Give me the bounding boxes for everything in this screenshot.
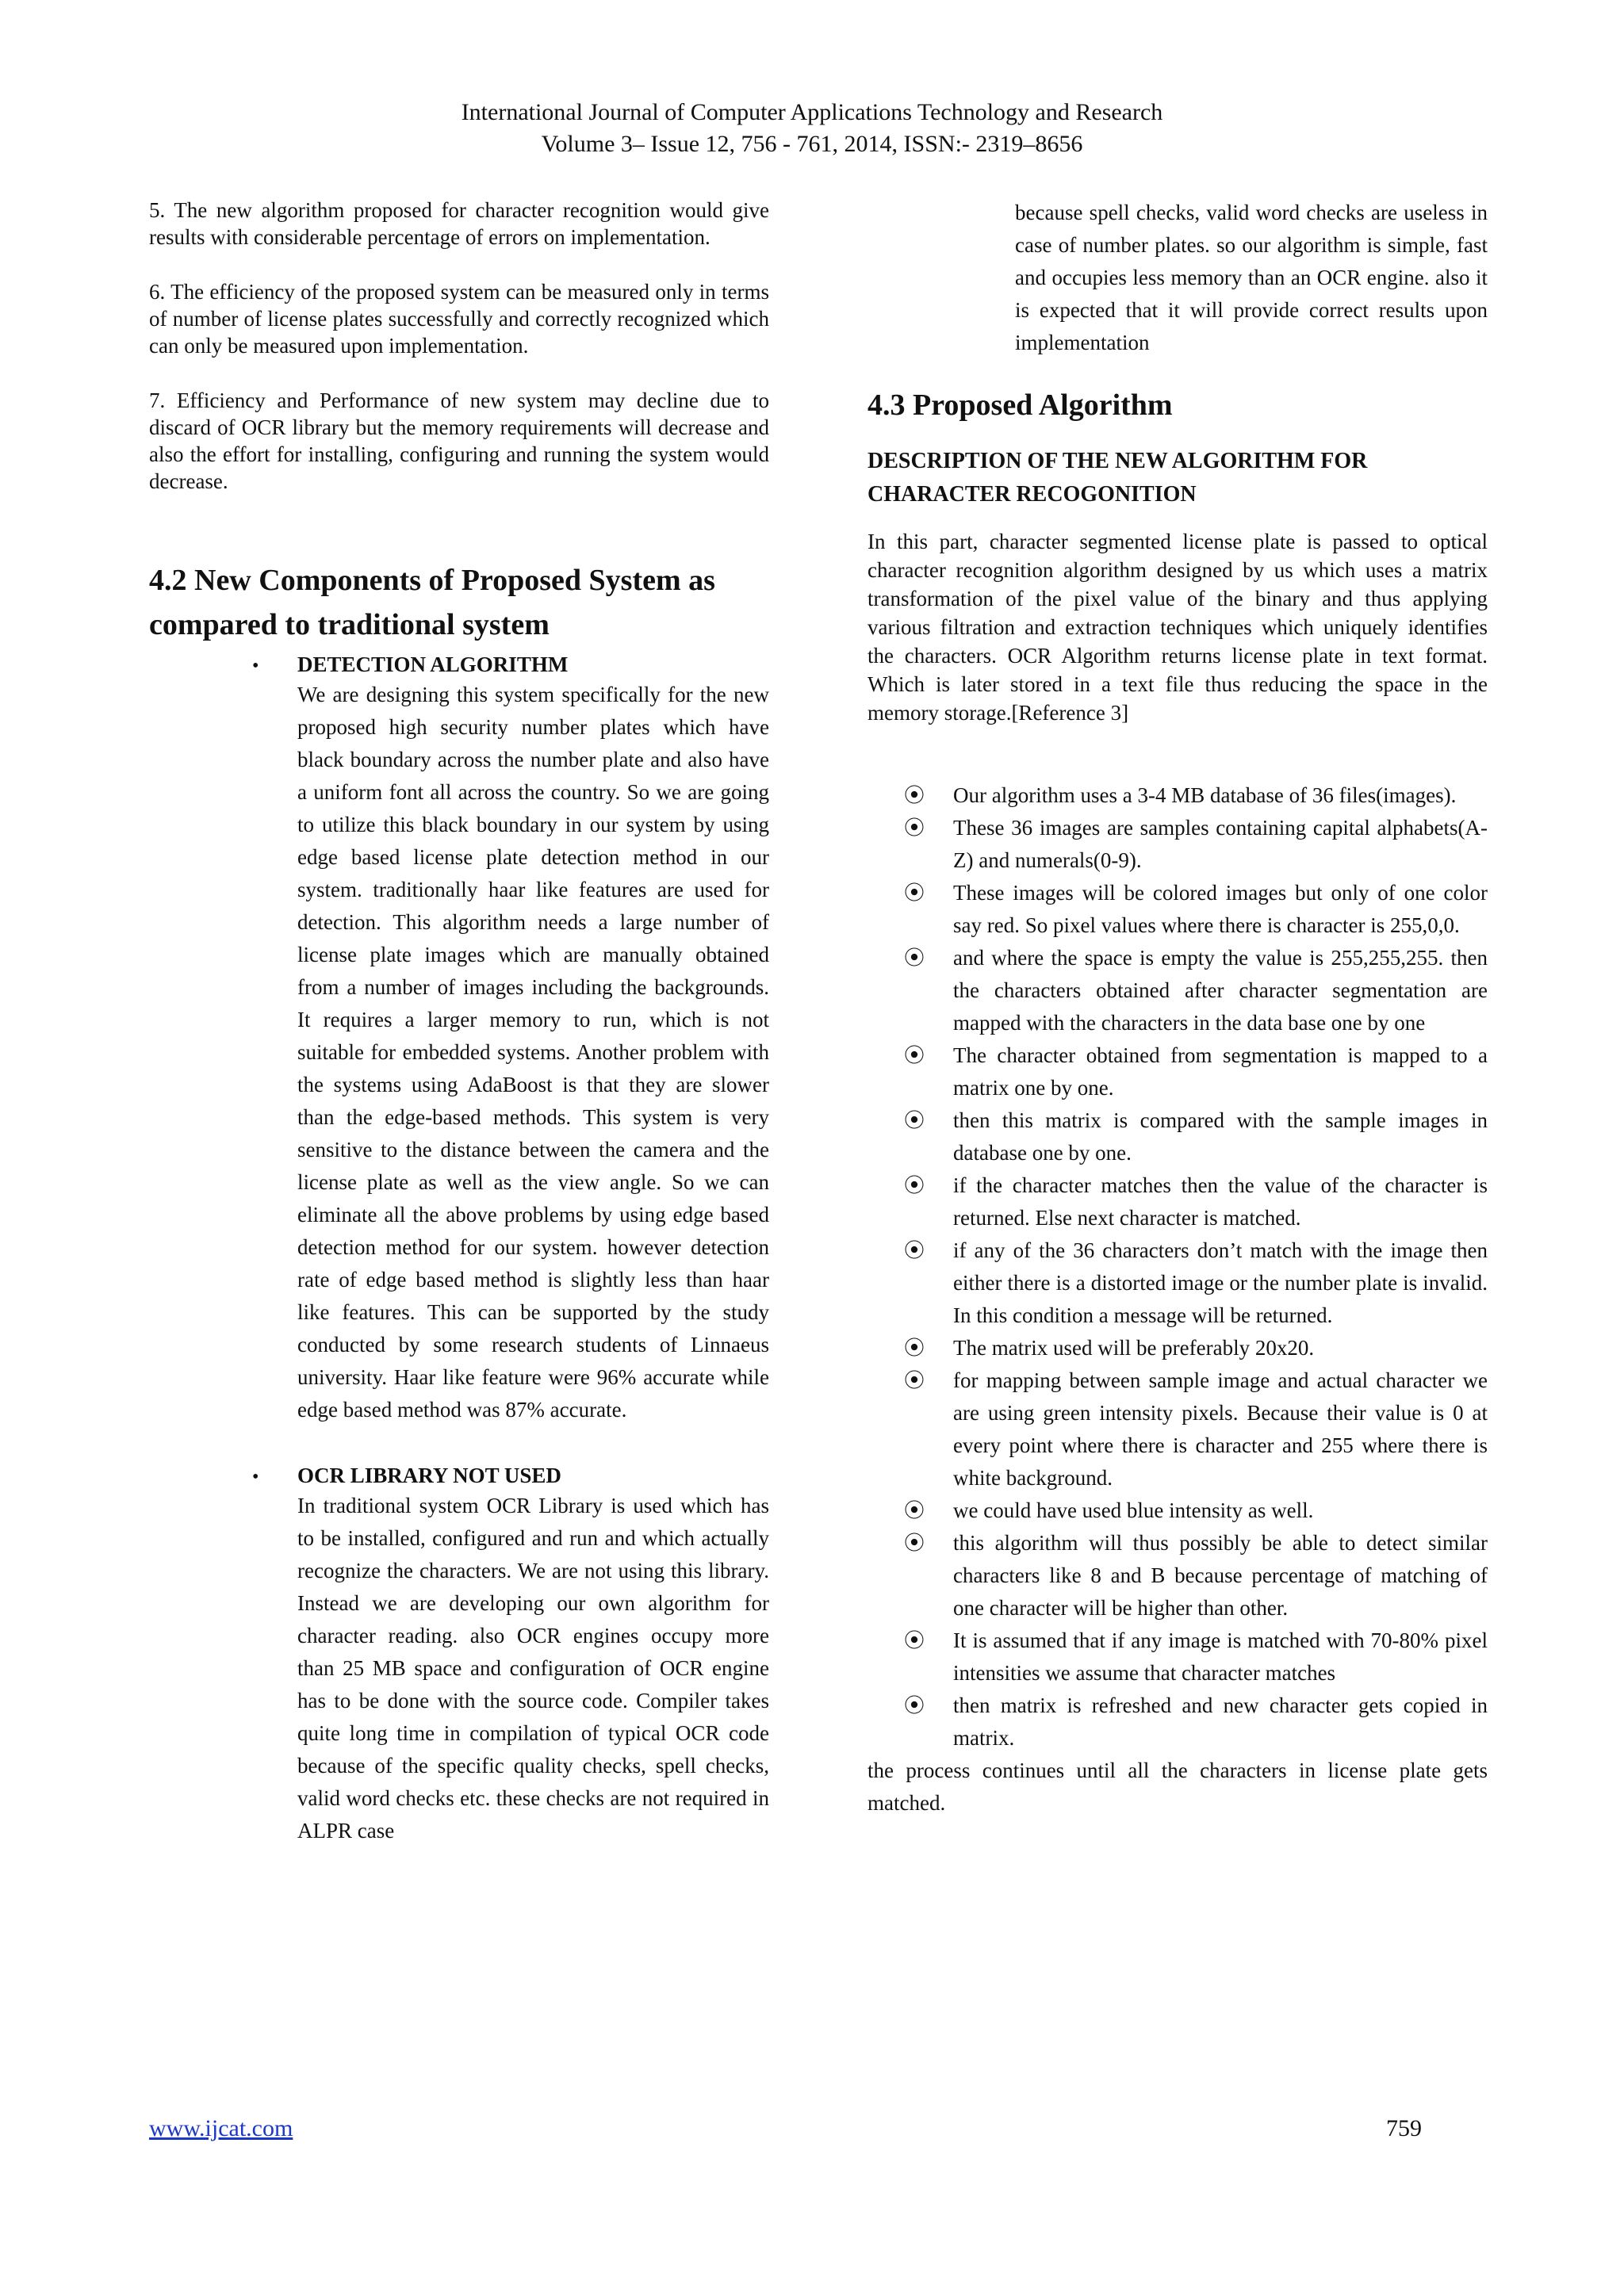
circle-bullet-icon: ⦿ [904,784,925,807]
algorithm-step-text: It is assumed that if any image is matched with 70-80% pixel intensities we assume that character matches [953,1628,1488,1685]
algorithm-step-item [868,779,1488,812]
algorithm-intro: In this part, character segmented license plate is passed to optical character recognition algorithm designed by us which uses a matrix transformation of the pixel value of the binary and thus applying various filtration and extraction techniques which uniquely identifies the characters. OCR Algorithm returns license plate in text format. Which is later stored in a text file thus reducing the space in the memory storage.[Reference 3] [868,530,1488,725]
algorithm-step-text: These 36 images are samples containing capital alphabets(A-Z) and numerals(0-9). [953,816,1488,872]
bullet-text: In traditional system OCR Library is used which has to be installed, configured and run and which actually recognize the characters. We are not using this library. Instead we are developing our own algorithm for character reading. also OCR engines occupy more than 25 MB space and configuration of OCR engine has to be done with the source code. Compiler takes quite long time in compilation of typical OCR code because of the specific quality checks, spell checks, valid word checks etc. these checks are not required in ALPR case [297,1494,769,1843]
journal-website-link[interactable]: www.ijcat.com [149,2115,293,2141]
algorithm-step-item [868,1364,1488,1494]
algorithm-step-item [868,1332,1488,1364]
algorithm-step-text: this algorithm will thus possibly be able to detect similar characters like 8 and B because percentage of matching of one character will be higher than other. [953,1531,1488,1620]
circle-bullet-icon: ⦿ [904,1337,925,1360]
algorithm-step-item [868,942,1488,1039]
circle-bullet-icon: ⦿ [904,947,925,970]
algorithm-step-text: we could have used blue intensity as well. [953,1498,1314,1522]
algorithm-step-text: and where the space is empty the value is 255,255,255. then the characters obtained after character segmentation are mapped with the characters in the data base one by one [953,946,1488,1035]
algorithm-step-item [868,1104,1488,1169]
circle-bullet-icon: ⦿ [904,1369,925,1392]
right-column [868,197,1488,1820]
bullet-text: We are designing this system specifically for the new proposed high security number plates which have black boundary across the number plate and also have a uniform font all across the country. So we are going to utilize this black boundary in our system by using edge based license plate detection method in our system. traditionally haar like features are used for detection. This algorithm needs a large number of license plate images which are manually obtained from a number of images including the backgrounds. It requires a larger memory to run, which is not suitable for embedded systems. Another problem with the systems using AdaBoost is that they are slower than the edge-based methods. This system is very sensitive to the distance between the camera and the license plate as well as the view angle. So we can eliminate all the above problems by using edge based detection method for our system. however detection rate of edge based method is slightly less than haar like features. This can be supported by the study conducted by some research students of Linnaeus university. Haar like feature were 96% accurate while edge based method was 87% accurate. [297,683,769,1422]
circle-bullet-icon: ⦿ [904,817,925,840]
left-column [149,197,769,1847]
circle-bullet-icon: ⦿ [904,1629,925,1652]
section-heading-4-2: 4.2 New Components of Proposed System as compared to traditional system [149,564,715,641]
circle-bullet-icon: ⦿ [904,1239,925,1262]
circle-bullet-icon: ⦿ [904,1044,925,1067]
algorithm-step-item [868,877,1488,942]
circle-bullet-icon: ⦿ [904,1694,925,1717]
algorithm-step-text: for mapping between sample image and actual character we are using green intensity pixels. Because their value is 0 at every point where there is character and 255 where there is white background. [953,1368,1488,1490]
page-number: 759 [1386,2115,1422,2141]
journal-header [0,97,1624,160]
algorithm-step-item [868,1234,1488,1332]
algorithm-step-item [868,1624,1488,1689]
algorithm-subheading: DESCRIPTION OF THE NEW ALGORITHM FOR CHARACTER RECOGONITION [868,449,1368,507]
paragraph-5: 5. The new algorithm proposed for character recognition would give results with considerable percentage of errors on implementation. [149,198,769,249]
circle-bullet-icon: ⦿ [904,1174,925,1197]
paragraph-7: 7. Efficiency and Performance of new system may decline due to discard of OCR library but the memory requirements will decrease and also the effort for installing, configuring and running the system would decrease. [149,388,769,493]
algorithm-step-item [868,812,1488,877]
algorithm-step-text: if the character matches then the value of the character is returned. Else next character is matched. [953,1173,1488,1230]
algorithm-step-item [868,1169,1488,1234]
circle-bullet-icon: ⦿ [904,1532,925,1555]
algorithm-step-text: then matrix is refreshed and new character gets copied in matrix. [953,1693,1488,1750]
algorithm-step-item [868,1689,1488,1755]
paragraph-6: 6. The efficiency of the proposed system can be measured only in terms of number of license plates successfully and correctly recognized which can only be measured upon implementation. [149,280,769,358]
section-heading-4-3: 4.3 Proposed Algorithm [868,388,1173,422]
circle-bullet-icon: ⦿ [904,882,925,905]
bullet-ocr-library [149,1461,769,1847]
circle-bullet-icon: ⦿ [904,1109,925,1132]
algorithm-step-text: These images will be colored images but only of one color say red. So pixel values where there is character is 255,0,0. [953,881,1488,937]
algorithm-step-item [868,1527,1488,1624]
bullet-dot-icon: • [252,656,259,676]
closing-paragraph: the process continues until all the characters in license plate gets matched. [868,1758,1488,1815]
algorithm-step-text: if any of the 36 characters don’t match with the image then either there is a distorted image or the number plate is invalid. In this condition a message will be returned. [953,1238,1488,1327]
algorithm-steps-list [868,779,1488,1755]
algorithm-step-text: then this matrix is compared with the sample images in database one by one. [953,1108,1488,1165]
algorithm-step-text: The character obtained from segmentation is mapped to a matrix one by one. [953,1043,1488,1100]
bullet-title: DETECTION ALGORITHM [297,652,569,676]
continuation-paragraph: because spell checks, valid word checks are useless in case of number plates. so our algorithm is simple, fast and occupies less memory than an OCR engine. also it is expected that it will provide correct results upon implementation [1015,201,1488,354]
journal-title: International Journal of Computer Applications Technology and Research [461,99,1163,125]
bullet-title: OCR LIBRARY NOT USED [297,1464,561,1487]
algorithm-step-text: Our algorithm uses a 3-4 MB database of 36 files(images). [953,783,1457,807]
bullet-dot-icon: • [252,1467,259,1487]
journal-volume: Volume 3– Issue 12, 756 - 761, 2014, ISSN:- 2319–8656 [541,131,1083,157]
algorithm-step-item [868,1494,1488,1527]
bullet-detection-algorithm [149,650,769,1426]
algorithm-step-item [868,1039,1488,1104]
algorithm-step-text: The matrix used will be preferably 20x20. [953,1336,1315,1360]
circle-bullet-icon: ⦿ [904,1499,925,1522]
